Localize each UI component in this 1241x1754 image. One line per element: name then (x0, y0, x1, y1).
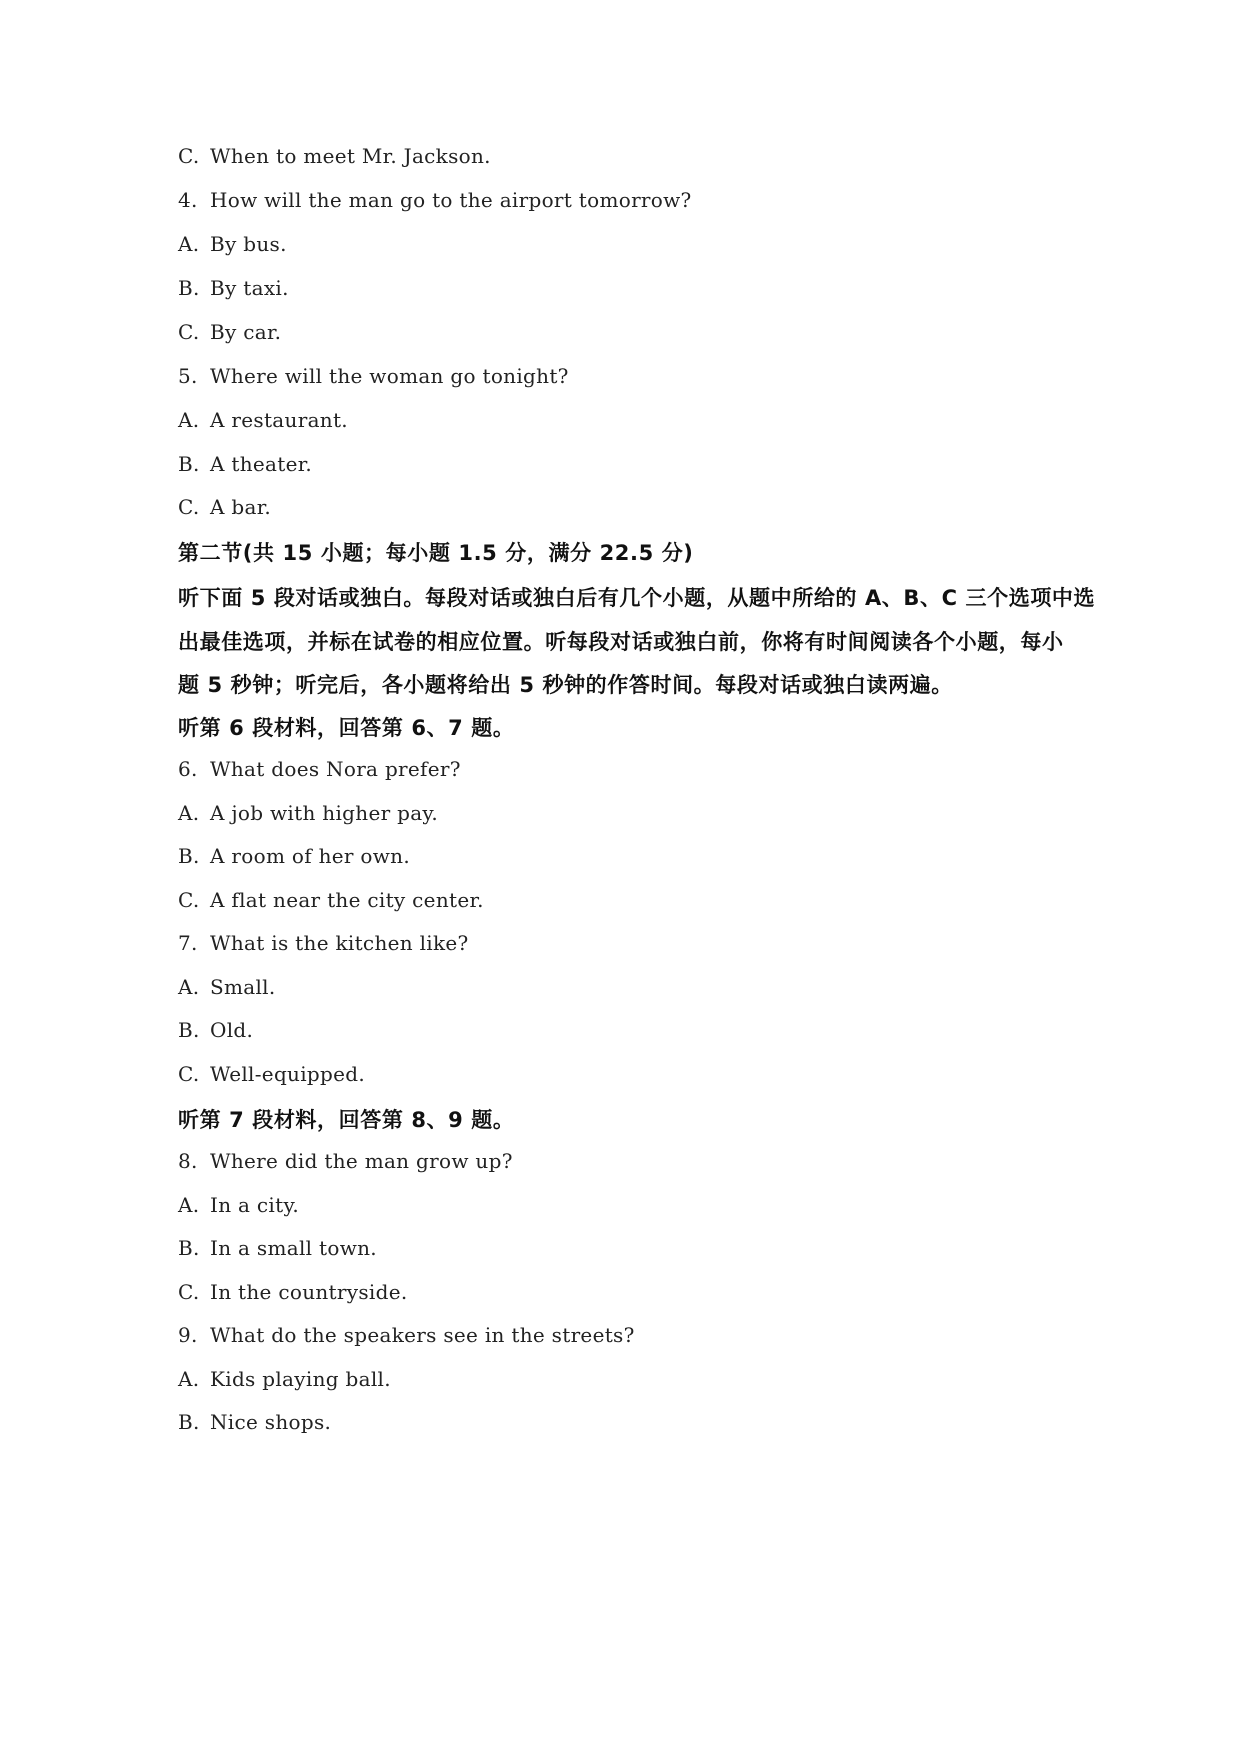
option-label: C. (178, 1062, 200, 1086)
option-text: A room of her own. (210, 844, 410, 868)
material-heading: 听第 7 段材料，回答第 8、9 题。 (178, 1108, 515, 1132)
option-text: Old. (210, 1018, 254, 1042)
option-line (178, 1410, 1071, 1434)
instructions-line: 听下面 5 段对话或独白。每段对话或独白后有几个小题，从题中所给的 A、B、C 三个选项中选 (178, 586, 1096, 610)
question-line (178, 931, 1071, 955)
option-text: Kids playing ball. (210, 1367, 391, 1391)
question-line (178, 188, 1071, 212)
option-text: A bar. (210, 495, 272, 519)
option-line (178, 320, 1071, 344)
option-label: A. (178, 1193, 200, 1217)
option-line (178, 801, 1071, 825)
option-label: C. (178, 320, 200, 344)
option-text: A restaurant. (210, 408, 348, 432)
question-number: 5. (178, 364, 198, 388)
question-number: 4. (178, 188, 198, 212)
option-label: C. (178, 144, 200, 168)
question-line (178, 1323, 1071, 1347)
option-label: A. (178, 232, 200, 256)
option-line (178, 844, 1071, 868)
material-heading: 听第 6 段材料，回答第 6、7 题。 (178, 716, 515, 740)
option-text: A flat near the city center. (210, 888, 484, 912)
option-label: A. (178, 975, 200, 999)
question-text: Where did the man grow up? (210, 1149, 513, 1173)
option-line (178, 975, 1071, 999)
question-number: 9. (178, 1323, 198, 1347)
option-line (178, 888, 1071, 912)
question-line (178, 364, 1071, 388)
option-text: A theater. (210, 452, 313, 476)
option-label: B. (178, 844, 200, 868)
section-heading: 第二节(共 15 小题；每小题 1.5 分，满分 22.5 分) (178, 541, 694, 565)
option-label: A. (178, 1367, 200, 1391)
instructions-line: 出最佳选项，并标在试卷的相应位置。听每段对话或独白前，你将有时间阅读各个小题，每小 (178, 630, 1064, 654)
option-label: C. (178, 888, 200, 912)
option-label: B. (178, 276, 200, 300)
instructions-line: 题 5 秒钟；听完后，各小题将给出 5 秒钟的作答时间。每段对话或独白读两遍。 (178, 673, 953, 697)
option-label: B. (178, 1410, 200, 1434)
option-text: Well-equipped. (210, 1062, 366, 1086)
question-text: How will the man go to the airport tomorrow? (210, 188, 692, 212)
option-text: By bus. (210, 232, 287, 256)
option-line (178, 1193, 1071, 1217)
option-text: By taxi. (210, 276, 289, 300)
option-line (178, 232, 1071, 256)
option-label: B. (178, 1236, 200, 1260)
option-label: A. (178, 801, 200, 825)
option-text: In the countryside. (210, 1280, 408, 1304)
option-label: C. (178, 1280, 200, 1304)
option-text: By car. (210, 320, 282, 344)
option-text: When to meet Mr. Jackson. (210, 144, 491, 168)
option-label: B. (178, 1018, 200, 1042)
question-text: What do the speakers see in the streets? (210, 1323, 635, 1347)
option-line (178, 1018, 1071, 1042)
option-label: A. (178, 408, 200, 432)
option-line (178, 276, 1071, 300)
question-line (178, 1149, 1071, 1173)
option-text: In a small town. (210, 1236, 377, 1260)
question-text: What is the kitchen like? (210, 931, 469, 955)
option-line (178, 1280, 1071, 1304)
option-text: Nice shops. (210, 1410, 332, 1434)
option-line (178, 408, 1071, 432)
question-text: Where will the woman go tonight? (210, 364, 569, 388)
option-line (178, 1236, 1071, 1260)
option-text: Small. (210, 975, 276, 999)
option-text: In a city. (210, 1193, 300, 1217)
option-line (178, 452, 1071, 476)
question-number: 8. (178, 1149, 198, 1173)
option-line (178, 1367, 1071, 1391)
option-line (178, 495, 1071, 519)
question-line (178, 757, 1071, 781)
option-label: C. (178, 495, 200, 519)
question-number: 6. (178, 757, 198, 781)
question-text: What does Nora prefer? (210, 757, 461, 781)
option-line (178, 1062, 1071, 1086)
option-label: B. (178, 452, 200, 476)
question-number: 7. (178, 931, 198, 955)
option-line (178, 144, 1071, 168)
option-text: A job with higher pay. (210, 801, 439, 825)
